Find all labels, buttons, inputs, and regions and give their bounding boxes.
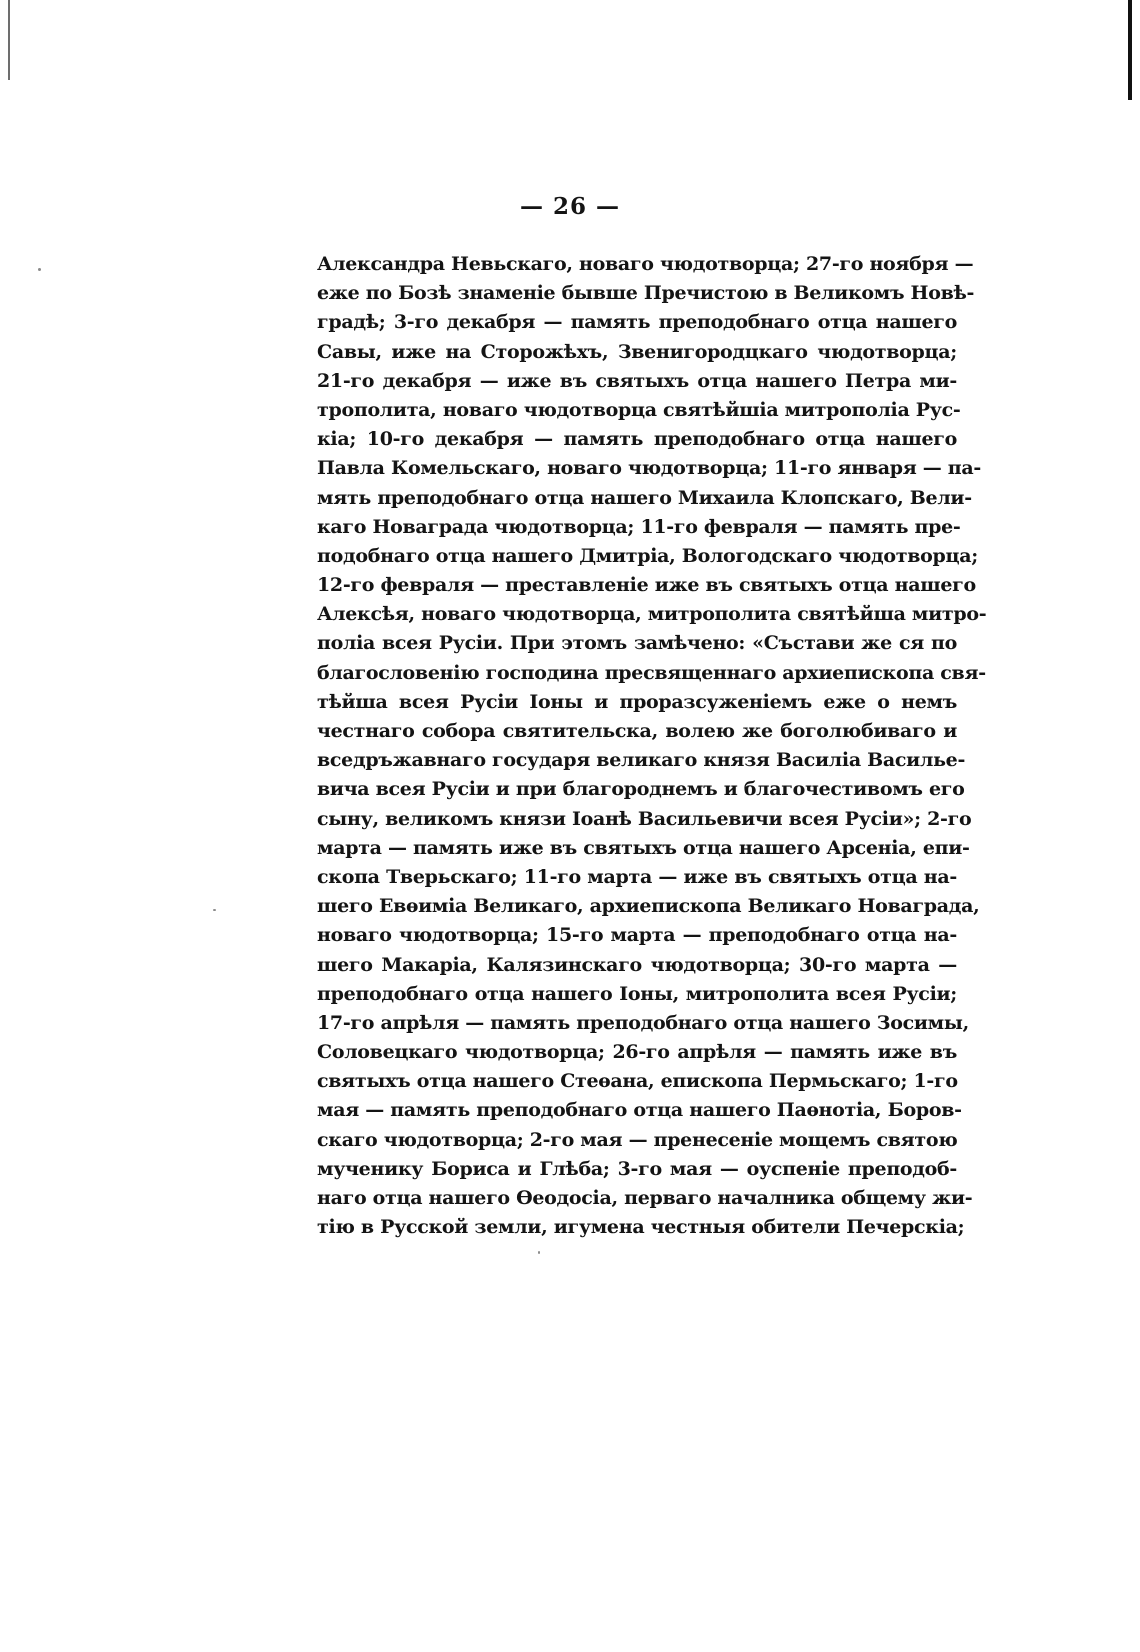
text-line: вседръжавнаго государя великаго князя Василіа Василье- <box>317 749 966 772</box>
paper-speck <box>538 1251 540 1254</box>
text-line: подобнаго отца нашего Дмитріа, Вологодскаго чюдотворца; <box>317 544 978 567</box>
text-line: трополита, новаго чюдотворца святѣйшіа митрополіа Рус- <box>317 398 961 421</box>
paper-speck <box>38 268 41 271</box>
text-line: благословенію господина пресвященнаго архиепископа свя- <box>317 661 986 684</box>
text-line: Александра Невьскаго, новаго чюдотворца; 27-го ноября — <box>317 253 974 275</box>
text-line: мять преподобнаго отца нашего Михаила Клопскаго, Вели- <box>317 486 972 509</box>
text-line: мая — память преподобнаго отца нашего Паѳнотіа, Боров- <box>317 1099 962 1122</box>
text-line: каго Новаграда чюдотворца; 11-го февраля — память пре- <box>317 515 961 538</box>
text-line: преподобнаго отца нашего Іоны, митрополита всея Русіи; <box>317 982 957 1005</box>
text-line: тѣйша всея Русіи Іоны и проразсуженіемъ еже о немъ <box>317 690 957 713</box>
text-line: шего Евѳиміа Великаго, архиепископа Великаго Новаграда, <box>317 895 980 918</box>
text-line: скопа Тверьскаго; 11-го марта — иже въ святыхъ отца на- <box>317 865 957 888</box>
scan-edge-mark-left <box>8 0 10 80</box>
paper-speck <box>213 909 216 911</box>
text-line: Савы, иже на Сторожѣхъ, Звенигородцкаго чюдотворца; <box>317 340 957 363</box>
text-line: наго отца нашего Ѳеодосіа, перваго началника общему жи- <box>317 1187 973 1209</box>
text-line: 21-го декабря — иже въ святыхъ отца нашего Петра ми- <box>317 369 957 392</box>
text-line: еже по Бозѣ знаменіе бывше Пречистою в Великомъ Новѣ- <box>317 282 975 305</box>
text-line: святыхъ отца нашего Стеѳана, епископа Пермьскаго; 1-го <box>317 1070 958 1093</box>
scan-edge-mark-right <box>1128 0 1132 100</box>
text-line: скаго чюдотворца; 2-го мая — пренесеніе мощемъ святою <box>317 1128 958 1151</box>
text-line: кіа; 10-го декабря — память преподобнаго отца нашего <box>317 428 957 451</box>
text-line: тію в Русской земли, игумена честныя обители Печерскіа; <box>317 1216 965 1239</box>
text-line: вича всея Русіи и при благороднемъ и благочестивомъ его <box>317 778 965 801</box>
text-line: поліа всея Русіи. При этомъ замѣчено: «Състави же ся по <box>317 632 957 655</box>
text-line: градѣ; 3-го декабря — память преподобнаго отца нашего <box>317 311 957 334</box>
text-line: 17-го апрѣля — память преподобнаго отца нашего Зосимы, <box>317 1011 969 1034</box>
text-line: Соловецкаго чюдотворца; 26-го апрѣля — память иже въ <box>317 1041 957 1064</box>
text-line: честнаго собора святительска, волею же боголюбиваго и <box>317 720 957 742</box>
text-line: новаго чюдотворца; 15-го марта — преподобнаго отца на- <box>317 924 957 947</box>
text-line: 12-го февраля — преставленіе иже въ святыхъ отца нашего <box>317 574 976 597</box>
text-line: сыну, великомъ князи Іоанѣ Васильевичи всея Русіи»; 2-го <box>317 807 972 830</box>
page-number: — 26 — <box>519 193 621 220</box>
text-line: Павла Комельскаго, новаго чюдотворца; 11-го января — па- <box>317 457 981 480</box>
text-line: Алексѣя, новаго чюдотворца, митрополита святѣйша митро- <box>317 603 987 626</box>
text-line: шего Макаріа, Калязинскаго чюдотворца; 30-го марта — <box>317 953 957 976</box>
text-line: мученику Бориса и Глѣба; 3-го мая — оуспеніе преподоб- <box>317 1157 957 1180</box>
text-line: марта — память иже въ святыхъ отца нашего Арсеніа, епи- <box>317 836 970 859</box>
body-text <box>317 250 987 1242</box>
